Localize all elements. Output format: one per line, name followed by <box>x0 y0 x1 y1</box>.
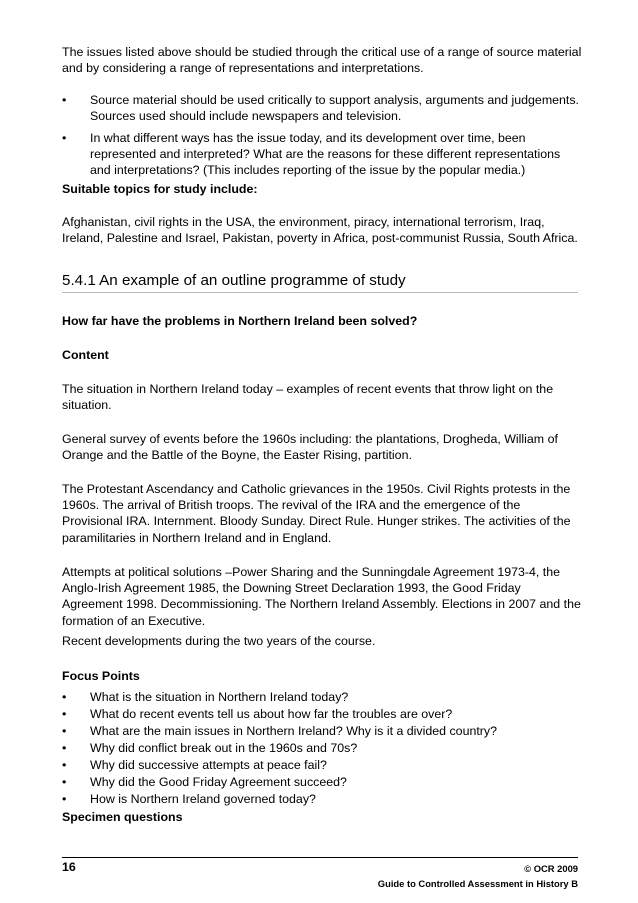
content-paragraph: General survey of events before the 1960s including: the plantations, Drogheda, William of Orange and the Battle of the Boyne, the Easter Rising, partition. <box>62 432 558 463</box>
section-heading: 5.4.1 An example of an outline programme of study <box>62 271 578 293</box>
content-paragraph: The Protestant Ascendancy and Catholic grievances in the 1950s. Civil Rights protests in the 1960s. The arrival of British troops. The revival of the IRA and the emergence of the Provisional IRA. Internment. Bloody Sunday. Direct Rule. Hunger strikes. The activities of the paramilitaries in Northern Ireland and in England. <box>62 482 571 545</box>
bullet-icon: • <box>62 741 67 755</box>
bullet-icon: • <box>62 775 67 789</box>
question-heading: How far have the problems in Northern Ireland been solved? <box>62 314 418 328</box>
bullet-icon: • <box>62 724 67 738</box>
list-item-text: What is the situation in Northern Ireland today? <box>90 690 349 704</box>
page-number: 16 <box>62 860 76 874</box>
list-item-text: Why did conflict break out in the 1960s and 70s? <box>90 741 358 755</box>
list-item-text: Why did successive attempts at peace fail? <box>90 758 327 772</box>
bullet-icon: • <box>62 792 67 806</box>
list-item-text: What do recent events tell us about how far the troubles are over? <box>90 707 453 721</box>
list-item-text: Why did the Good Friday Agreement succeed? <box>90 775 347 789</box>
content-paragraph: Attempts at political solutions –Power Sharing and the Sunningdale Agreement 1973-4, the Anglo-Irish Agreement 1985, the Downing Street Declaration 1993, the Good Friday Agreement 1998. Decommissioning. The Northern Ireland Assembly. Elections in 2007 and the formation of an Executive. <box>62 565 581 628</box>
list-item-text: In what different ways has the issue today, and its development over time, been represented and interpreted? What are the reasons for these different representations and interpretations? (This includes reporting of the issue by the popular media.) <box>90 131 561 178</box>
bullet-icon: • <box>62 707 67 721</box>
bullet-icon: • <box>62 690 67 704</box>
footer-copyright: © OCR 2009 <box>524 863 578 874</box>
list-item-text: What are the main issues in Northern Ireland? Why is it a divided country? <box>90 724 498 738</box>
content-paragraph: The situation in Northern Ireland today – examples of recent events that throw light on the situation. <box>62 382 554 413</box>
content-heading: Content <box>62 348 109 362</box>
content-paragraph: Recent developments during the two years of the course. <box>62 634 376 648</box>
focus-heading: Focus Points <box>62 669 140 683</box>
topics-paragraph: Afghanistan, civil rights in the USA, the environment, piracy, international terrorism, Iraq, Ireland, Palestine and Israel, Pakistan, poverty in Africa, post-communist Russia, South Africa. <box>62 215 578 246</box>
bullet-icon: • <box>62 131 67 145</box>
specimen-heading: Specimen questions <box>62 810 183 824</box>
list-item-text: How is Northern Ireland governed today? <box>90 792 316 806</box>
bullet-icon: • <box>62 758 67 772</box>
intro-paragraph: The issues listed above should be studied through the critical use of a range of source material and by considering a range of representations and interpretations. <box>62 45 582 76</box>
footer-guide-title: Guide to Controlled Assessment in History B <box>377 878 578 889</box>
topics-heading: Suitable topics for study include: <box>62 182 258 196</box>
bullet-icon: • <box>62 93 67 107</box>
list-item-text: Source material should be used critically to support analysis, arguments and judgements. Sources used should include newspapers and television. <box>90 93 580 124</box>
footer-divider <box>62 857 578 858</box>
